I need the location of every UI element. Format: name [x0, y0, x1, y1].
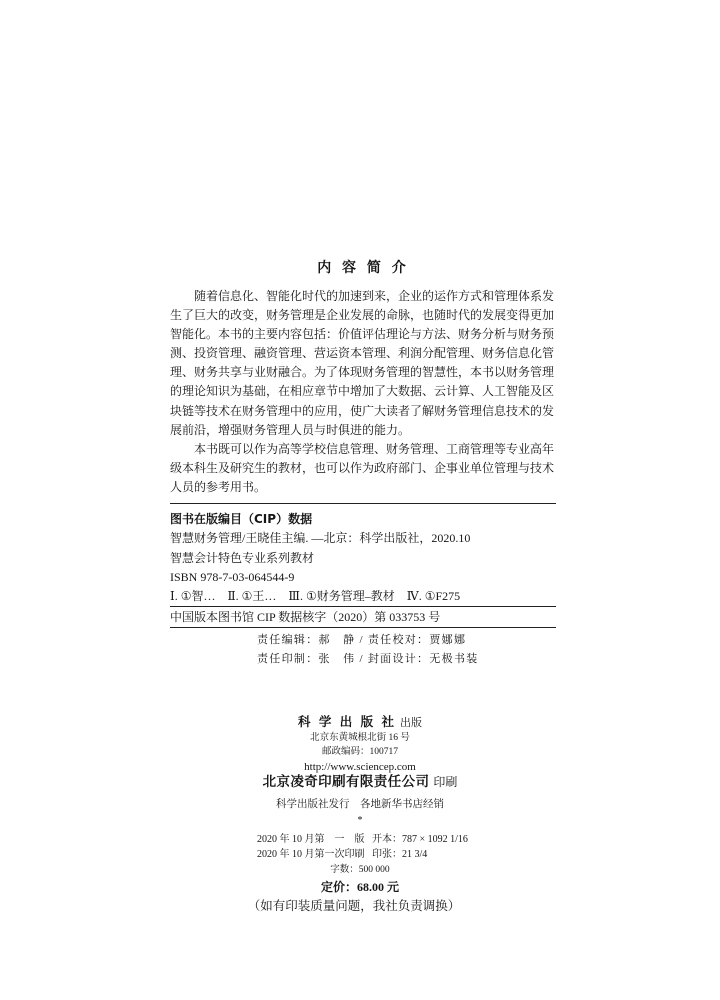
format-info: 开本：787 × 1092 1/16	[372, 834, 468, 845]
cip-divider	[170, 627, 556, 628]
cip-entry: Ⅰ. ①智… Ⅱ. ①王… Ⅲ. ①财务管理–教材 Ⅳ. ①F275	[170, 589, 461, 603]
summary-line: 测、投资管理、融资管理、营运资本管理、利润分配管理、财务信息化管	[170, 346, 555, 361]
printer-role: 印刷	[433, 775, 458, 789]
price: 定价：68.00 元	[320, 880, 399, 894]
summary-line: 块链等技术在财务管理中的应用，使广大读者了解财务管理信息技术的发	[170, 403, 555, 418]
cip-divider	[170, 606, 556, 607]
cip-heading: 图书在版编目（CIP）数据	[170, 512, 313, 526]
cip-number: 中国版本图书馆 CIP 数据核字（2020）第 033753 号	[170, 610, 441, 624]
summary-body	[170, 287, 560, 497]
distribution-line: 科学出版社发行 各地新华书店经销	[276, 799, 444, 810]
edition-info: 2020 年 10 月第 一 版	[257, 834, 365, 845]
summary-line: 人员的参考用书。	[170, 479, 267, 494]
publisher-address: 北京东黄城根北街 16 号	[310, 733, 410, 743]
summary-line: 展前沿，增强财务管理人员与时俱进的能力。	[170, 422, 411, 437]
credit-line: 责任编辑：郝 静 / 责任校对：贾娜娜	[257, 634, 467, 646]
printing-row	[257, 848, 427, 862]
summary-line: 理、财务共享与业财融合。为了体现财务管理的智慧性，本书以财务管理	[170, 365, 555, 380]
printing-info: 2020 年 10 月第一次印刷	[257, 849, 365, 860]
cip-entry: ISBN 978-7-03-064544-9	[170, 569, 295, 584]
publisher-website: http://www.sciencep.com	[304, 761, 416, 773]
publisher-role: 出版	[399, 717, 422, 729]
summary-title: 内 容 简 介	[317, 260, 409, 276]
postal-code: 邮政编码：100717	[321, 747, 398, 757]
word-count: 字数：500 000	[330, 865, 390, 875]
summary-line: 级本科生及研究生的教材，也可以作为政府部门、企事业单位管理与技术	[170, 460, 555, 475]
printer-line	[0, 774, 720, 790]
summary-line: 智能化。本书的主要内容包括：价值评估理论与方法、财务分析与财务预	[170, 327, 555, 342]
sheets-info: 印张：21 3/4	[372, 849, 428, 860]
quality-notice: （如有印装质量问题，我社负责调换）	[247, 899, 461, 913]
printer-name: 北京凌奇印刷有限责任公司	[262, 774, 430, 790]
edition-row	[257, 833, 468, 847]
credits-block	[257, 631, 479, 669]
summary-line: 本书既可以作为高等学校信息管理、财务管理、工商管理等专业高年	[194, 441, 555, 456]
cip-entry: 智慧财务管理/王晓佳主编. —北京：科学出版社，2020.10	[170, 531, 471, 546]
summary-line: 的理论知识为基础，在相应章节中增加了大数据、云计算、人工智能及区	[170, 384, 555, 399]
cip-block	[170, 510, 470, 606]
publisher-line	[0, 713, 720, 732]
section-divider	[170, 503, 556, 504]
separator-asterisk: *	[357, 815, 363, 826]
cip-entry: 智慧会计特色专业系列教材	[170, 550, 315, 565]
summary-line: 随着信息化、智能化时代的加速到来，企业的运作方式和管理体系发	[194, 289, 555, 303]
publisher-name: 科 学 出 版 社	[298, 714, 396, 729]
credit-line: 责任印制：张 伟 / 封面设计：无极书装	[257, 653, 479, 665]
summary-line: 生了巨大的改变，财务管理是企业发展的命脉，也随时代的发展变得更加	[170, 308, 555, 323]
